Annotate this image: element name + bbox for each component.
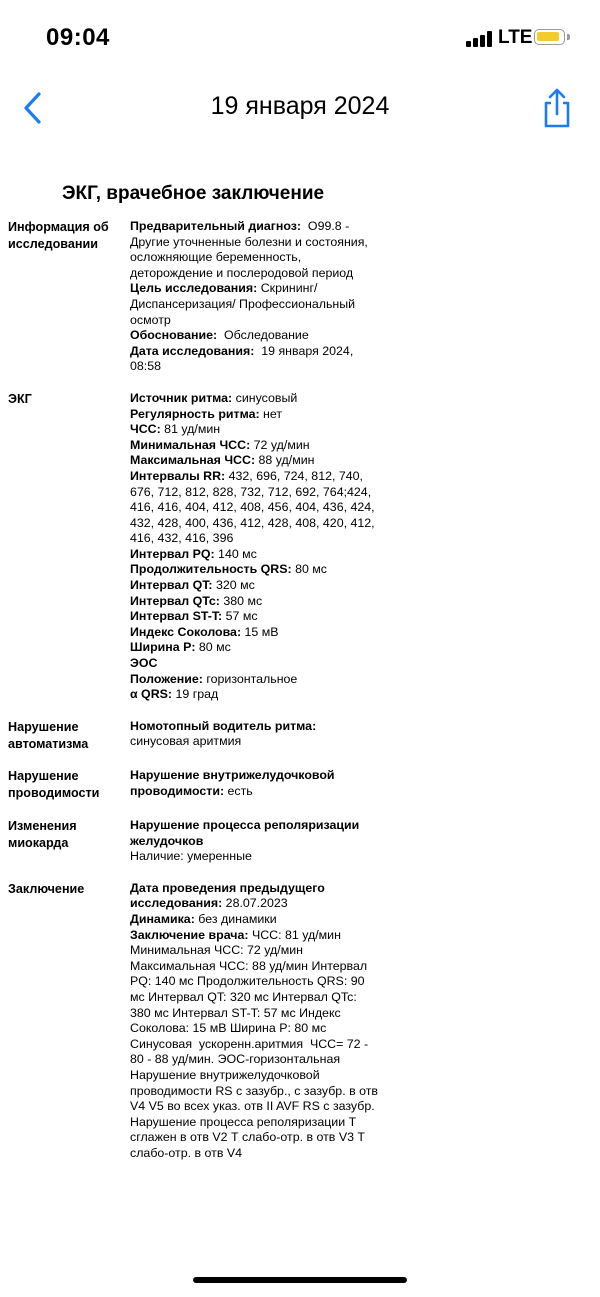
report-field xyxy=(130,881,378,912)
page-title: 19 января 2024 xyxy=(210,92,390,120)
report-field xyxy=(130,344,378,375)
field-key: Номотопный водитель ритма: xyxy=(130,718,317,733)
field-value: 88 уд/мин xyxy=(255,453,315,468)
field-value: синусовая аритмия xyxy=(130,734,242,749)
report-field xyxy=(130,640,378,656)
section-body xyxy=(130,818,378,865)
report-field xyxy=(130,719,378,735)
network-type: LTE xyxy=(498,27,533,48)
field-value: 320 мс xyxy=(212,578,255,593)
section-label: Нарушение автоматизма xyxy=(8,719,89,751)
field-key: Нарушение внутрижелудочковой проводимости: xyxy=(130,768,335,798)
field-key: Продолжительность QRS: xyxy=(130,562,292,577)
field-value: 19 град xyxy=(172,687,219,702)
report-field xyxy=(130,407,378,423)
report-field xyxy=(130,469,378,547)
report-field xyxy=(130,912,378,928)
field-key: Дата исследования: xyxy=(130,343,255,358)
share-icon xyxy=(538,86,576,130)
section-label: Заключение xyxy=(8,881,85,896)
report-field xyxy=(130,687,378,703)
report-field xyxy=(130,438,378,454)
report-section xyxy=(8,818,378,865)
field-value: 72 уд/мин xyxy=(250,437,310,452)
field-value: 15 мВ xyxy=(241,624,279,639)
field-key: Интервал QT: xyxy=(130,578,213,593)
field-key: ЧСС: xyxy=(130,422,161,437)
field-key: ЭОС xyxy=(130,656,158,671)
field-value: 57 мс xyxy=(222,609,258,624)
field-value: Обследование xyxy=(217,328,309,343)
report-field xyxy=(130,625,378,641)
report-field xyxy=(130,849,378,865)
report-field xyxy=(130,609,378,625)
field-key: Источник ритма: xyxy=(130,390,233,405)
section-label: Информация об исследовании xyxy=(8,220,109,251)
field-value: 432, 696, 724, 812, 740, 676, 712, 812, 828, 732, 712, 692, 764;424, 416, 416, 404, 412, 408, 456, 404, 436, 424, 432, 428, 400, 436, 412, 428, 408, 420, 412, 416, 432, 416, 396 xyxy=(130,468,379,546)
report-field xyxy=(130,656,378,672)
field-key: Цель исследования: xyxy=(130,281,258,296)
report-body xyxy=(8,219,382,1177)
field-key: Максимальная ЧСС: xyxy=(130,453,256,468)
field-key: Предварительный диагноз: xyxy=(130,219,302,233)
field-key: Индекс Соколова: xyxy=(130,624,242,639)
report-section xyxy=(8,719,378,753)
field-key: Заключение врача: xyxy=(130,927,249,942)
share-button[interactable] xyxy=(538,86,576,130)
report-field xyxy=(130,927,382,1162)
field-key: α QRS: xyxy=(130,687,173,702)
field-value: синусовый xyxy=(232,390,298,405)
field-key: Динамика: xyxy=(130,911,195,926)
report-field xyxy=(130,562,378,578)
field-value: 140 мс xyxy=(214,546,257,561)
field-value: 19 января 2024, 08:58 xyxy=(130,343,357,374)
report-section xyxy=(8,391,378,703)
field-value: 28.07.2023 xyxy=(222,896,288,911)
field-key: Нарушение процесса реполяризации желудочков xyxy=(130,818,360,848)
status-time: 09:04 xyxy=(46,24,110,51)
report-field xyxy=(130,547,378,563)
report-field xyxy=(130,818,378,849)
section-body xyxy=(130,391,378,703)
report-field xyxy=(130,594,378,610)
section-body xyxy=(130,768,378,802)
field-value: без динамики xyxy=(194,911,277,926)
home-indicator[interactable] xyxy=(193,1277,407,1283)
report-section xyxy=(8,768,378,802)
field-value: 380 мс xyxy=(219,593,263,608)
field-value: 81 уд/мин xyxy=(160,422,221,437)
field-key: Интервал ST-T: xyxy=(130,609,223,624)
section-body xyxy=(130,719,378,753)
section-body xyxy=(130,219,378,375)
report-field xyxy=(130,453,378,469)
field-value: 80 мс xyxy=(195,640,231,655)
field-key: Интервалы RR: xyxy=(130,468,226,483)
field-value: есть xyxy=(224,784,253,798)
battery-icon xyxy=(534,29,565,45)
field-value: Скрининг/ Диспансеризация/ Профессиональный осмотр xyxy=(130,281,359,327)
field-key: Дата проведения предыдущего исследования: xyxy=(130,880,325,911)
field-value: O99.8 - Другие уточненные болезни и состояния, осложняющие беременность, деторождение и послеродовой период xyxy=(130,219,372,280)
report-field xyxy=(130,328,378,344)
field-value: ЧСС: 81 уд/мин Минимальная ЧСС: 72 уд/мин Максимальная ЧСС: 88 уд/мин Интервал PQ: 140 мс Продолжительность QRS: 90 мс Интервал QT: 320 мс Интервал QTc: 380 мс Интервал ST-T: 57 мс Индекс Соколова: 15 мВ Ширина P: 80 мс Синусовая ускоренн.аритмия ЧСС= 72 - 80 - 88 уд/мин. ЭОС-горизонтальная Нарушение внутрижелудочковой проводимости RS с зазубр., с зазубр. в отв V4 V5 во всех указ. отв II AVF RS с зазубр. Нарушение процесса реполяризации Т сглажен в отв V2 Т слабо-отр. в отв V3 Т слабо-отр. в отв V4 xyxy=(130,927,382,1160)
field-value: Наличие: умеренные xyxy=(130,849,252,864)
section-body xyxy=(130,880,382,1162)
field-value: горизонтальное xyxy=(202,671,298,686)
report-field xyxy=(130,672,378,688)
report-field xyxy=(130,219,378,281)
field-key: Интервал QTc: xyxy=(130,593,220,608)
battery-tip xyxy=(567,34,570,40)
report-field xyxy=(130,768,378,799)
report-field xyxy=(130,281,378,328)
report-field xyxy=(130,578,378,594)
report-section xyxy=(8,880,382,1162)
field-key: Обоснование: xyxy=(130,328,218,343)
report-field xyxy=(130,422,378,438)
navigation-bar xyxy=(0,80,600,136)
field-key: Положение: xyxy=(130,671,203,686)
document-title: ЭКГ, врачебное заключение xyxy=(62,183,325,204)
field-value: нет xyxy=(259,406,283,421)
signal-strength-icon xyxy=(466,31,492,47)
field-value: 80 мс xyxy=(291,562,328,577)
report-field xyxy=(130,734,378,750)
report-section xyxy=(8,219,378,375)
section-label: ЭКГ xyxy=(8,391,32,406)
section-label: Изменения миокарда xyxy=(8,819,77,850)
field-key: Регулярность ритма: xyxy=(130,406,260,421)
section-label: Нарушение проводимости xyxy=(8,769,100,801)
status-bar xyxy=(0,0,600,80)
field-key: Минимальная ЧСС: xyxy=(130,437,251,452)
field-key: Интервал PQ: xyxy=(130,546,215,561)
report-field xyxy=(130,391,378,407)
field-key: Ширина P: xyxy=(130,640,196,655)
